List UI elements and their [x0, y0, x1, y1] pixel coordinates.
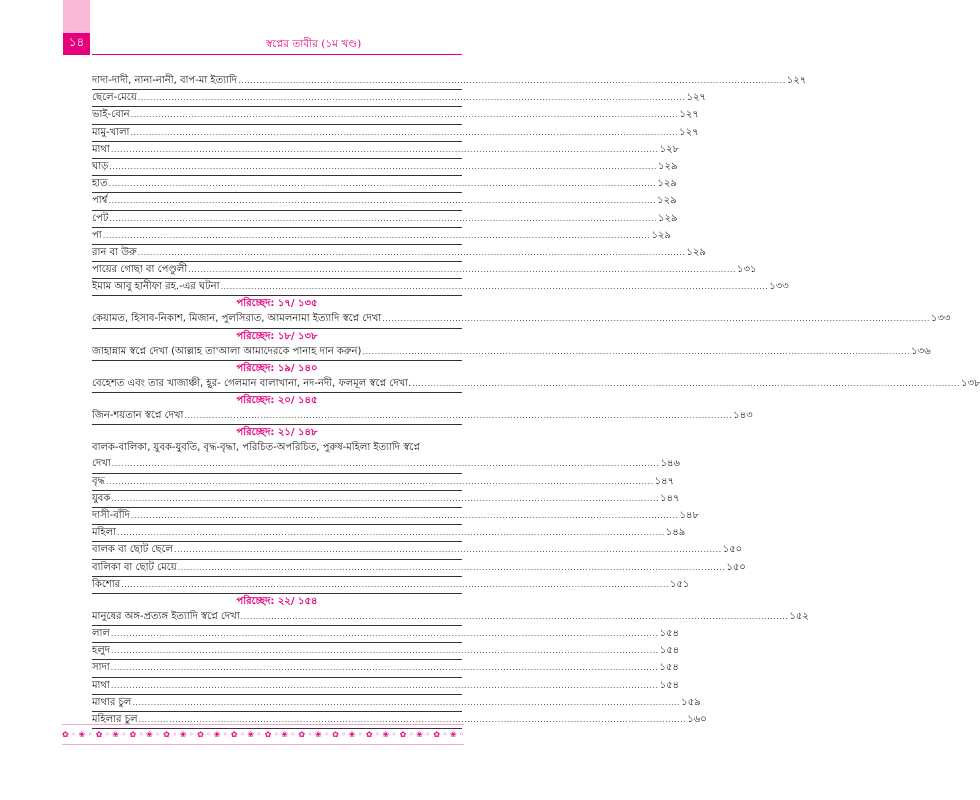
toc-entry[interactable]	[92, 474, 675, 491]
dot-leader	[132, 695, 680, 711]
flower-ornament-icon: ✿ ◦ ❀ ◦	[129, 729, 161, 739]
toc-entry-label: মাথার চুল	[92, 696, 132, 708]
toc-entry-label: মহিলা	[92, 527, 117, 539]
toc-entry-label: মহিলার চুল	[92, 714, 138, 725]
header-rule	[92, 54, 462, 55]
dot-leader	[112, 456, 660, 472]
toc-entry[interactable]	[92, 211, 678, 228]
flower-ornament-icon: ✿ ◦ ❀ ◦	[298, 729, 329, 739]
dot-leader	[109, 159, 657, 175]
toc-entry-label: বালিকা বা ছোট মেয়ে	[92, 561, 177, 573]
toc-entry-label: হলুদ	[92, 645, 110, 657]
dot-leader	[174, 542, 722, 558]
toc-entry-page: ১৪৯	[665, 527, 686, 539]
toc-entry[interactable]	[92, 279, 789, 296]
toc-group-17	[92, 311, 951, 328]
toc-entry-multiline[interactable]	[92, 440, 680, 473]
toc-entry-page: ১৪৬	[660, 458, 680, 470]
toc-entry-page: ১২৯	[657, 160, 678, 172]
toc-entry[interactable]	[92, 508, 700, 525]
toc-entry[interactable]	[92, 107, 699, 124]
toc-entry-page: ১৪৭	[654, 475, 675, 487]
toc-entry-label: দাসী-বাঁদি	[92, 509, 130, 521]
toc-group-1	[92, 73, 807, 296]
toc-entry[interactable]	[92, 577, 690, 594]
toc-entry-page: ১২৭	[786, 75, 807, 86]
toc-entry[interactable]	[92, 344, 931, 361]
toc-entry-page: ১৫০	[722, 544, 743, 556]
toc-entry-page: ১৫১	[669, 578, 690, 590]
toc-entry[interactable]	[92, 228, 671, 245]
dot-leader	[184, 408, 732, 424]
toc-entry[interactable]	[92, 90, 706, 107]
toc-entry-label: হাত	[92, 178, 108, 190]
dot-leader	[108, 193, 656, 209]
chapter-heading-21: পরিচ্ছেদ: ২১/ ১৪৮	[236, 427, 318, 439]
toc-entry-label: পায়ের গোছা বা পেণ্ডুলী	[92, 264, 188, 276]
toc-entry-page: ১২৭	[686, 92, 706, 104]
toc-entry[interactable]	[92, 376, 980, 393]
toc-entry-page: ১৫০	[726, 561, 746, 573]
page-number: ১৪	[63, 33, 90, 55]
toc-entry-page: ১৫৪	[659, 628, 680, 640]
toc-entry-label: জিন-শয়তান স্বপ্নে দেখা	[92, 410, 184, 421]
toc-group-20	[92, 408, 753, 425]
toc-entry-label: কিশোর	[92, 578, 121, 590]
toc-entry[interactable]	[92, 408, 753, 425]
dot-leader	[103, 228, 651, 244]
toc-entry-label: পা	[92, 229, 102, 241]
toc-entry-page: ১৫৪	[659, 662, 679, 674]
flower-ornament-icon: ✿ ◦ ❀ ◦	[399, 729, 431, 739]
toc-entry-page: ১২৯	[658, 212, 678, 224]
toc-entry-page: ১৫৪	[659, 645, 680, 657]
flower-ornament-icon: ✿ ◦ ❀ ◦	[332, 729, 363, 739]
toc-entry-label: বৃদ্ধ	[92, 475, 105, 487]
dot-leader	[106, 474, 654, 490]
flower-ornament-icon: ✿ ◦ ❀ ◦	[163, 729, 194, 739]
chapter-heading-17: পরিচ্ছেদ: ১৭/ ১৩৫	[236, 298, 318, 310]
dot-leader	[111, 678, 659, 694]
toc-entry[interactable]	[92, 626, 680, 643]
dot-leader	[382, 311, 930, 327]
toc-entry-label: পার্শ্ব	[92, 195, 108, 207]
dot-leader	[138, 90, 686, 106]
dot-leader	[117, 525, 665, 541]
toc-entry-label: মাথা	[92, 143, 110, 155]
toc-entry[interactable]	[92, 695, 701, 712]
toc-entry-label: মানুষের অঙ্গ-প্রত্যঙ্গ ইত্যাদি স্বপ্নে দেখা	[92, 610, 240, 622]
toc-entry[interactable]	[92, 142, 680, 159]
toc-entry[interactable]	[92, 525, 686, 542]
toc-group-18	[92, 344, 931, 361]
toc-entry-page: ১৪৭	[660, 492, 680, 504]
flower-ornament-icon: ✿ ◦ ❀ ◦	[264, 729, 296, 739]
toc-entry[interactable]	[92, 176, 677, 193]
dot-leader	[362, 344, 910, 360]
toc-entry-page: ১২৯	[651, 229, 671, 241]
toc-entry-page: ১৫৪	[659, 679, 680, 691]
chapter-heading-19: পরিচ্ছেদ: ১৯/ ১৪০	[236, 362, 318, 374]
dot-leader	[138, 245, 686, 261]
chapter-heading-20: পরিচ্ছেদ: ২০/ ১৪৫	[236, 395, 318, 406]
toc-entry[interactable]	[92, 193, 677, 210]
toc-group-22	[92, 609, 809, 729]
dot-leader	[412, 376, 960, 392]
toc-entry-label: পেট	[92, 212, 109, 224]
flower-ornament-icon: ✿ ◦ ❀ ◦	[365, 729, 397, 739]
toc-entry[interactable]	[92, 245, 706, 262]
running-header: স্বপ্নের তাবীর (১ম খণ্ড)	[265, 38, 362, 50]
flower-ornament-icon: ✿ ◦ ❀ ◦	[230, 729, 262, 739]
toc-entry-label: দাদা-দাদী, নানা-নানী, বাপ-মা ইত্যাদি	[92, 75, 238, 86]
toc-entry-page: ১৩১	[736, 264, 757, 276]
dot-leader	[111, 491, 659, 507]
toc-entry-page: ১৩৩	[769, 281, 789, 293]
footer-ornament	[62, 726, 464, 742]
toc-group-21	[92, 474, 746, 594]
toc-entry-page: ১৩৩	[930, 313, 951, 325]
dot-leader	[111, 626, 659, 642]
toc-entry[interactable]	[92, 560, 746, 577]
toc-entry[interactable]	[92, 542, 743, 559]
toc-entry-label: ছেলে-মেয়ে	[92, 92, 137, 104]
toc-entry-page: ১২৯	[657, 178, 677, 190]
toc-entry-page: ১৪৩	[733, 410, 753, 421]
toc-entry-label: মাথা	[92, 679, 110, 691]
dot-leader	[111, 660, 659, 676]
flower-ornament-icon: ✿ ◦ ❀ ◦	[62, 729, 93, 739]
dot-leader	[130, 125, 678, 141]
chapter-heading-18: পরিচ্ছেদ: ১৮/ ১৩৮	[236, 330, 318, 342]
toc-entry-page: ১৪৮	[679, 509, 700, 521]
toc-entry-page: ১২৭	[679, 109, 699, 121]
toc-entry-label: বেহেশত এবং তার খাজাঞ্চী, হূর- গেলমান বালাখানা, নদ-নদী, ফলমূল স্বপ্নে দেখা.	[92, 377, 412, 389]
footer-rule-top	[62, 724, 464, 725]
chapter-heading-22: পরিচ্ছেদ: ২২/ ১৫৪	[236, 595, 318, 607]
flower-ornament-icon: ✿ ◦ ❀ ◦	[197, 729, 228, 739]
toc-entry-label-line2: দেখা	[92, 458, 111, 470]
toc-entry-page: ১৩৮	[960, 377, 980, 389]
dot-leader	[111, 643, 659, 659]
table-of-contents	[92, 73, 980, 729]
dot-leader	[131, 107, 679, 123]
toc-entry-page: ১২৯	[657, 195, 677, 207]
toc-entry-page: ১৩৬	[911, 345, 931, 357]
dot-leader	[109, 211, 657, 227]
dot-leader	[178, 560, 726, 576]
toc-entry[interactable]	[92, 159, 678, 176]
corner-tab	[63, 0, 90, 33]
toc-entry-label: রান বা উরু	[92, 246, 137, 258]
dot-leader	[188, 262, 736, 278]
toc-entry-label: ইমাম আবু হানীফা রহ.-এর ঘটনা	[92, 281, 220, 293]
toc-group-19	[92, 376, 980, 393]
dot-leader	[238, 73, 786, 89]
toc-entry[interactable]	[92, 311, 951, 328]
dot-leader	[121, 577, 669, 593]
toc-entry[interactable]	[92, 491, 680, 508]
toc-entry-page: ১২৮	[659, 143, 680, 155]
toc-entry[interactable]	[92, 73, 807, 90]
toc-entry-label: সাদা	[92, 662, 110, 674]
toc-entry-label: যুবক	[92, 492, 111, 504]
toc-entry[interactable]	[92, 609, 809, 626]
toc-entry[interactable]	[92, 125, 699, 142]
toc-entry-page: ১২৭	[679, 126, 699, 138]
toc-entry-page: ১৫৯	[681, 696, 701, 708]
toc-entry-label: লাল	[92, 628, 110, 640]
dot-leader	[109, 176, 657, 192]
toc-entry-label: জাহান্নাম স্বপ্নে দেখা (আল্লাহ তা'আলা আমাদেরকে পানাহ দান করুন)	[92, 345, 362, 357]
flower-ornament-icon: ✿ ◦ ❀ ◦	[433, 729, 464, 739]
toc-entry[interactable]	[92, 678, 680, 695]
toc-entry-label: বালক বা ছোট ছেলে	[92, 544, 173, 556]
toc-entry-label: ঘাড়	[92, 160, 109, 172]
toc-entry[interactable]	[92, 660, 679, 677]
toc-entry-page: ১২৯	[686, 246, 706, 258]
toc-entry[interactable]	[92, 643, 680, 660]
flower-ornament-icon: ✿ ◦ ❀ ◦	[95, 729, 127, 739]
toc-entry[interactable]	[92, 262, 757, 279]
toc-entry-label: কেয়ামত, হিসাব-নিকাশ, মিজান, পুলসিরাত, আমলনামা ইত্যাদি স্বপ্নে দেখা	[92, 313, 382, 325]
toc-entry-page: ১৬০	[687, 714, 707, 725]
dot-leader	[111, 142, 659, 158]
toc-entry-label: মামু-খালা	[92, 126, 130, 138]
footer-rule-bottom	[62, 744, 464, 745]
dot-leader	[131, 508, 679, 524]
toc-entry-page: ১৫২	[789, 610, 809, 622]
dot-leader	[241, 609, 789, 625]
dot-leader	[221, 279, 769, 295]
toc-entry-label-line1: বালক-বালিকা, যুবক-যুবতি, বৃদ্ধ-বৃদ্ধা, পরিচিত-অপরিচিত, পুরুষ-মহিলা ইত্যাদি স্বপ্নে	[92, 442, 420, 454]
toc-entry-label: ভাই-বোন	[92, 109, 130, 121]
